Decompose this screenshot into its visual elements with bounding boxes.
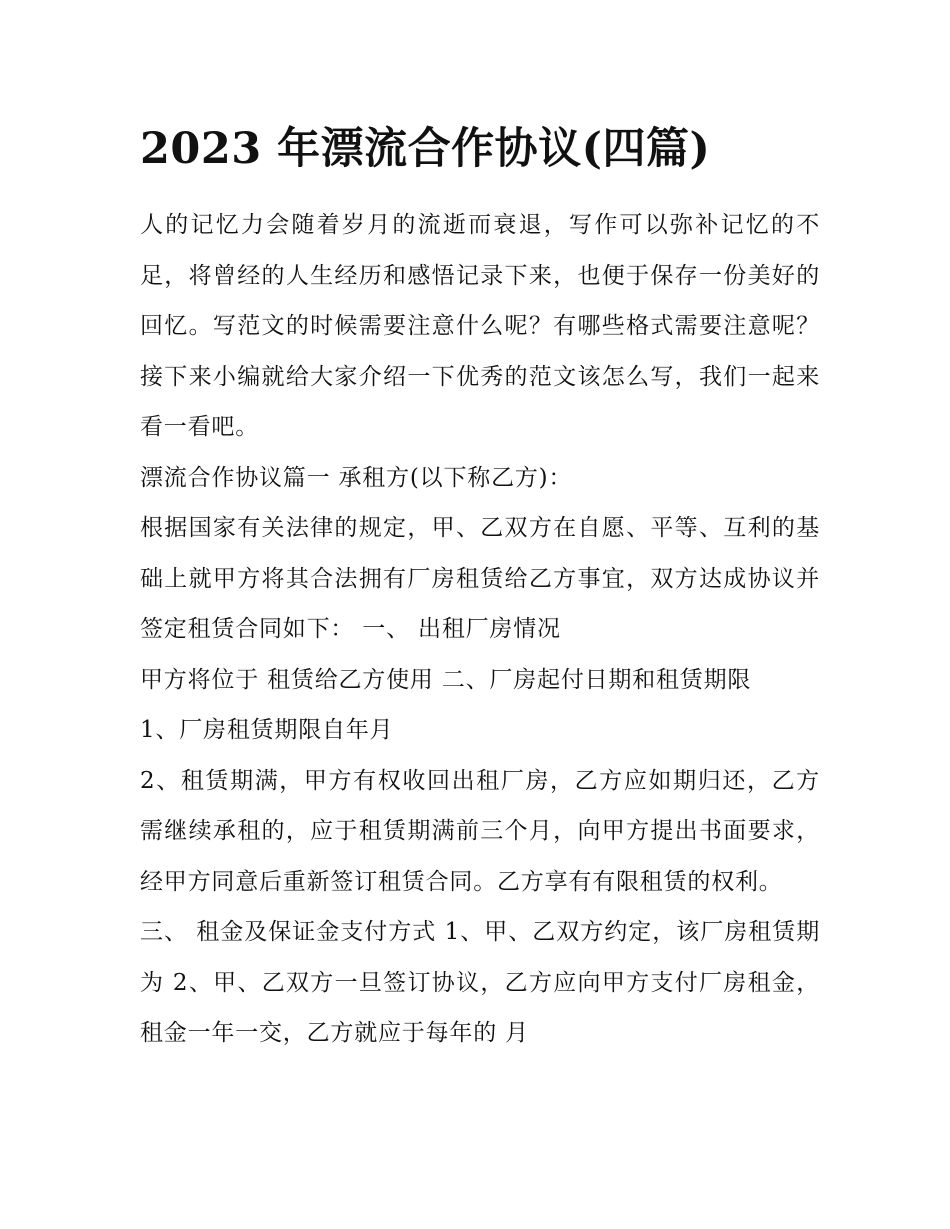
document-title: 2023 年漂流合作协议(四篇) (140, 124, 711, 174)
term-item-2: 2、租赁期满，甲方有权收回出租厂房，乙方应如期归还，乙方需继续承租的，应于租赁期满前三个月，向甲方提出书面要求，经甲方同意后重新签订租赁合同。乙方享有有限租赁的权利。 (140, 767, 820, 895)
intro-paragraph: 人的记忆力会随着岁月的流逝而衰退，写作可以弥补记忆的不足，将曾经的人生经历和感悟记录下来，也便于保存一份美好的回忆。写范文的时候需要注意什么呢？有哪些格式需要注意呢？接下来小编就给大家介绍一下优秀的范文该怎么写，我们一起来看一看吧。 (140, 212, 820, 440)
term-item-1: 1、厂房租赁期限自年月 (140, 717, 394, 743)
section-heading: 漂流合作协议篇一 承租方(以下称乙方)： (140, 464, 573, 491)
rent-section: 三、 租金及保证金支付方式 1、甲、乙双方约定，该厂房租赁期为 2、甲、乙双方一旦签订协议，乙方应向甲方支付厂房租金，租金一年一交，乙方就应于每年的 月 (140, 919, 820, 1046)
document-body (140, 118, 820, 1059)
location-line: 甲方将位于 租赁给乙方使用 二、厂房起付日期和租赁期限 (140, 666, 752, 693)
basis-paragraph: 根据国家有关法律的规定，甲、乙双方在自愿、平等、互利的基础上就甲方将其合法拥有厂房租赁给乙方事宜，双方达成协议并签定租赁合同如下： 一、 出租厂房情况 (140, 515, 820, 642)
